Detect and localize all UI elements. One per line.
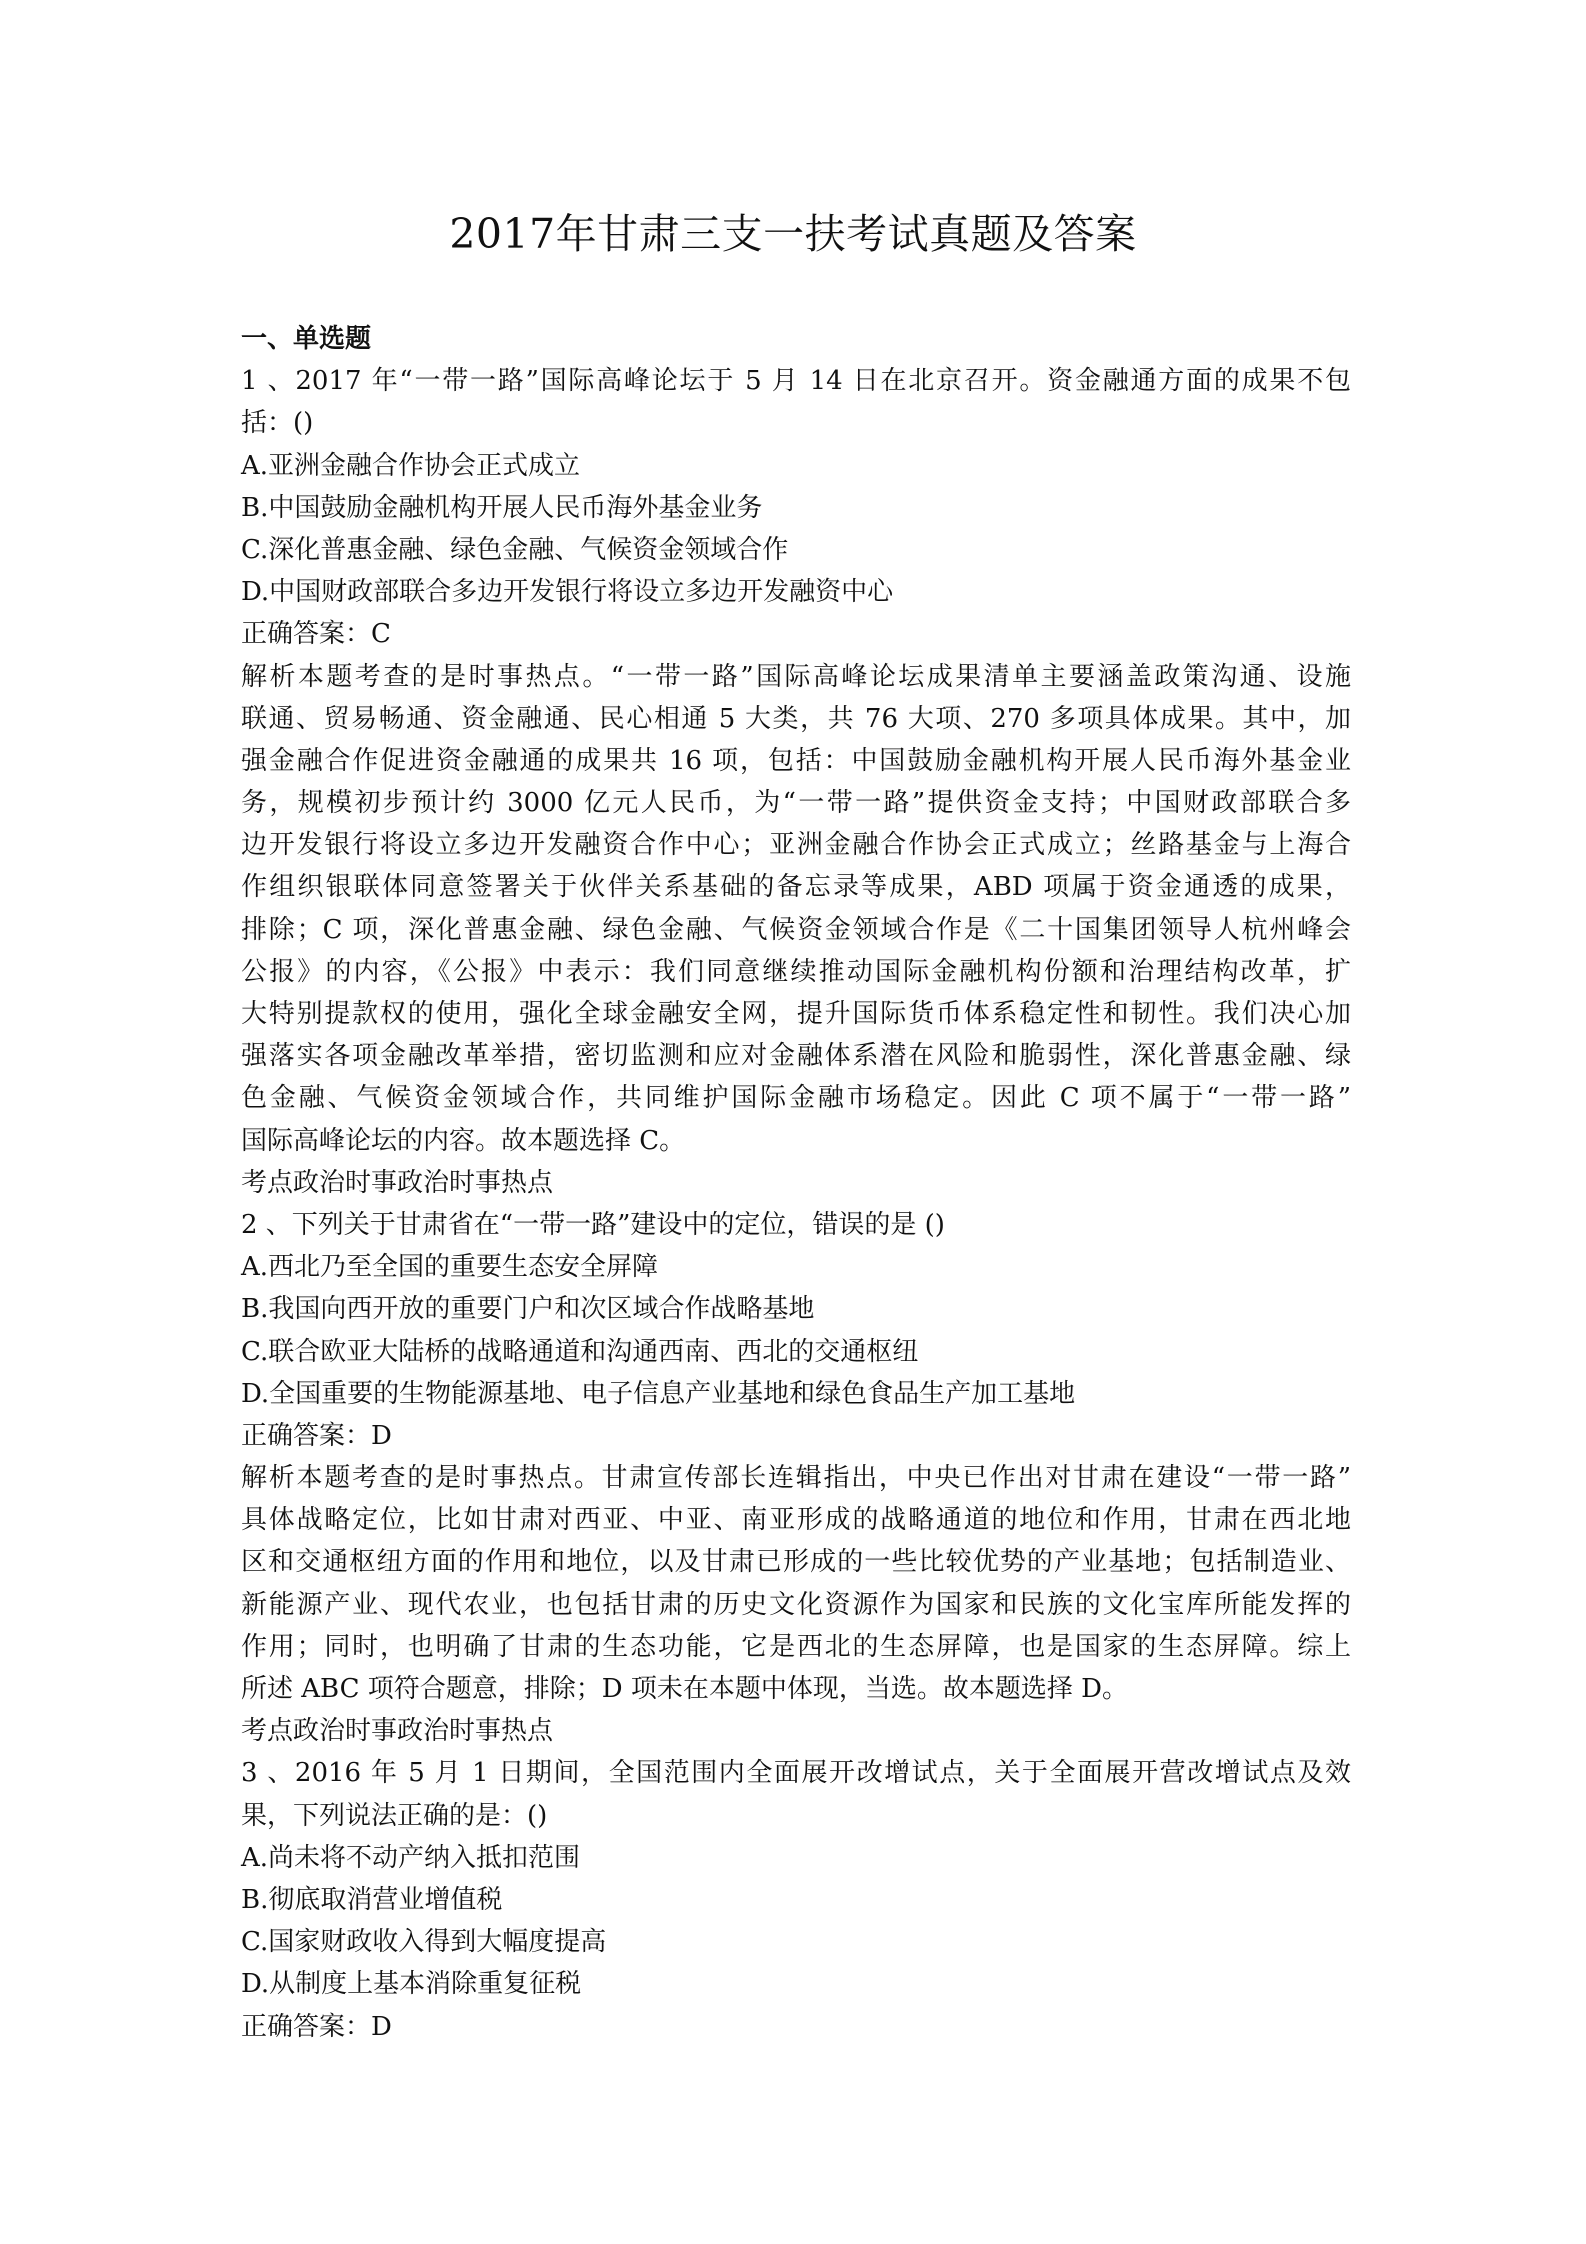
text-line: C.国家财政收入得到大幅度提高 xyxy=(241,1927,607,1958)
text-line: 考点政治时事政治时事热点 xyxy=(241,1167,554,1198)
text-line: 新能源产业、现代农业，也包括甘肃的历史文化资源作为国家和民族的文化宝库所能发挥的 xyxy=(241,1589,1351,1620)
text-line: 色金融、气候资金领域合作，共同维护国际金融市场稳定。因此 C 项不属于“一带一路” xyxy=(241,1083,1351,1114)
text-line: D.从制度上基本消除重复征税 xyxy=(241,1969,582,2000)
document-title: 2017年甘肃三支一扶考试真题及答案 xyxy=(449,210,1137,258)
text-line: 2 、下列关于甘肃省在“一带一路”建设中的定位，错误的是 () xyxy=(241,1209,945,1240)
section-heading: 一、单选题 xyxy=(241,324,372,354)
text-line: 联通、贸易畅通、资金融通、民心相通 5 大类，共 76 大项、270 多项具体成果。其中，加 xyxy=(241,703,1351,734)
text-line: 强落实各项金融改革举措，密切监测和应对金融体系潜在风险和脆弱性，深化普惠金融、绿 xyxy=(241,1041,1351,1072)
text-line: D.中国财政部联合多边开发银行将设立多边开发融资中心 xyxy=(241,577,894,608)
text-line: 作组织银联体同意签署关于伙伴关系基础的备忘录等成果，ABD 项属于资金通透的成果， xyxy=(241,872,1351,903)
text-line: 强金融合作促进资金融通的成果共 16 项，包括：中国鼓励金融机构开展人民币海外基金业 xyxy=(241,745,1351,776)
text-line: B.中国鼓励金融机构开展人民币海外基金业务 xyxy=(241,492,763,523)
text-line: 果，下列说法正确的是：() xyxy=(241,1800,548,1831)
text-line: 务，规模初步预计约 3000 亿元人民币，为“一带一路”提供资金支持；中国财政部联合多 xyxy=(241,788,1351,819)
text-line: D.全国重要的生物能源基地、电子信息产业基地和绿色食品生产加工基地 xyxy=(241,1378,1076,1409)
text-line: 边开发银行将设立多边开发融资合作中心；亚洲金融合作协会正式成立；丝路基金与上海合 xyxy=(241,830,1351,861)
text-line: 区和交通枢纽方面的作用和地位，以及甘肃已形成的一些比较优势的产业基地；包括制造业、 xyxy=(241,1547,1351,1578)
text-line: 考点政治时事政治时事热点 xyxy=(241,1716,554,1747)
text-line: B.我国向西开放的重要门户和次区域合作战略基地 xyxy=(241,1294,815,1325)
text-line: 1 、2017 年“一带一路”国际高峰论坛于 5 月 14 日在北京召开。资金融通方面的成果不包 xyxy=(241,366,1351,397)
text-line: 大特别提款权的使用，强化全球金融安全网，提升国际货币体系稳定性和韧性。我们决心加 xyxy=(241,999,1351,1029)
document-body xyxy=(241,318,1351,2048)
text-line: 国际高峰论坛的内容。故本题选择 C。 xyxy=(241,1125,686,1156)
text-line: 作用；同时，也明确了甘肃的生态功能，它是西北的生态屏障，也是国家的生态屏障。综上 xyxy=(241,1631,1351,1662)
text-line: A.尚未将不动产纳入抵扣范围 xyxy=(241,1842,581,1873)
text-line: C.联合欧亚大陆桥的战略通道和沟通西南、西北的交通枢纽 xyxy=(241,1336,919,1367)
text-line: A.西北乃至全国的重要生态安全屏障 xyxy=(241,1252,659,1283)
text-line: 正确答案：D xyxy=(241,2011,392,2042)
text-line: 正确答案：D xyxy=(241,1420,392,1451)
text-line: A.亚洲金融合作协会正式成立 xyxy=(241,450,581,481)
text-line: 括：() xyxy=(241,408,314,439)
text-line: B.彻底取消营业增值税 xyxy=(241,1884,503,1915)
text-line: 解析本题考查的是时事热点。甘肃宣传部长连辑指出，中央已作出对甘肃在建设“一带一路” xyxy=(241,1463,1351,1494)
text-line: 公报》的内容，《公报》中表示：我们同意继续推动国际金融机构份额和治理结构改革，扩 xyxy=(241,956,1351,987)
text-line: 解析本题考查的是时事热点。“一带一路”国际高峰论坛成果清单主要涵盖政策沟通、设施 xyxy=(241,661,1351,692)
text-line: 正确答案：C xyxy=(241,619,391,650)
text-line: 所述 ABC 项符合题意，排除；D 项未在本题中体现，当选。故本题选择 D。 xyxy=(241,1674,1129,1704)
text-line: 具体战略定位，比如甘肃对西亚、中亚、南亚形成的战略通道的地位和作用，甘肃在西北地 xyxy=(241,1505,1351,1536)
text-line: C.深化普惠金融、绿色金融、气候资金领域合作 xyxy=(241,534,789,565)
text-line: 排除；C 项，深化普惠金融、绿色金融、气候资金领域合作是《二十国集团领导人杭州峰会 xyxy=(241,914,1351,945)
text-line: 3 、2016 年 5 月 1 日期间，全国范围内全面展开改增试点，关于全面展开营改增试点及效 xyxy=(241,1758,1351,1789)
